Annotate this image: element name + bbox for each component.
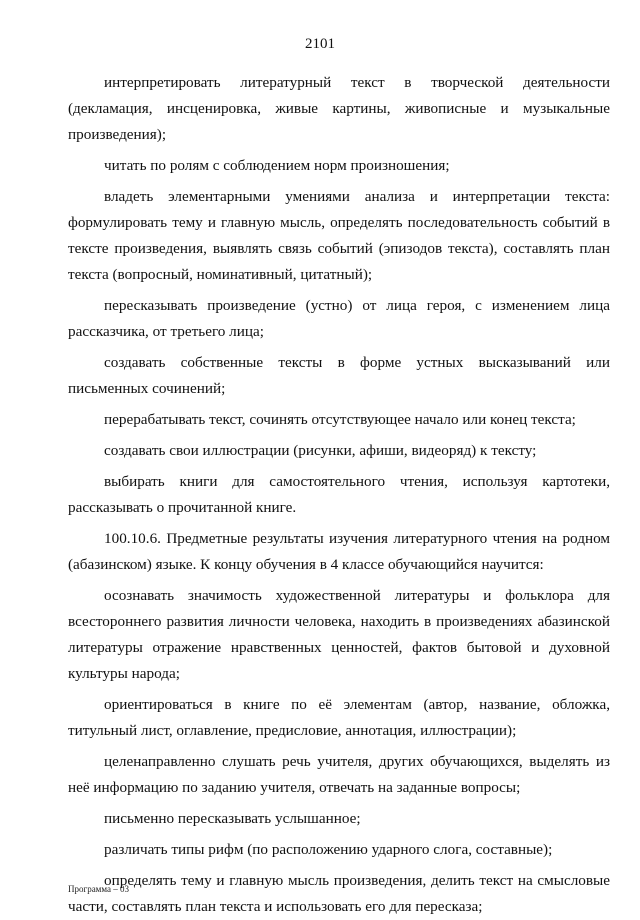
paragraph: различать типы рифм (по расположению ударного слога, составные); [104,841,553,858]
paragraph: создавать собственные тексты в форме устных высказываний или письменных сочинений; [68,354,610,397]
paragraph: создавать свои иллюстрации (рисунки, афиши, видеоряд) к тексту; [104,442,537,459]
paragraph: выбирать книги для самостоятельного чтения, используя картотеки, рассказывать о прочитанной книге. [68,473,610,516]
paragraph: читать по ролям с соблюдением норм произношения; [104,157,450,174]
page-footer: Программа – 03 [68,884,130,894]
paragraph: письменно пересказывать услышанное; [104,810,361,827]
paragraph: ориентироваться в книге по её элементам (автор, название, обложка, титульный лист, оглавление, предисловие, аннотация, иллюстрации); [68,696,610,739]
paragraph: интерпретировать литературный текст в творческой деятельности (декламация, инсценировка, живые картины, живописные и музыкальные произведения); [68,74,610,143]
paragraph: определять тему и главную мысль произведения, делить текст на смысловые части, составлять план текста и использовать его для пересказа; [68,872,610,915]
paragraph: пересказывать произведение (устно) от лица героя, с изменением лица рассказчика, от третьего лица; [68,297,610,340]
page-number: 2101 [305,36,335,52]
paragraph: перерабатывать текст, сочинять отсутствующее начало или конец текста; [104,411,576,428]
paragraph: владеть элементарными умениями анализа и интерпретации текста: формулировать тему и главную мысль, определять последовательность событий в тексте произведения, выявлять связь событий (эпизодов текста), составлять план текста (вопросный, номинативный, цитатный); [68,188,610,283]
section-paragraph: 100.10.6. Предметные результаты изучения литературного чтения на родном (абазинском) языке. К концу обучения в 4 классе обучающийся научится: [68,530,610,573]
document-body [68,70,610,920]
paragraph: осознавать значимость художественной литературы и фольклора для всестороннего развития личности человека, находить в произведениях абазинской литературы отражение нравственных ценностей, фактов бытовой и духовной культуры народа; [68,587,610,682]
paragraph: целенаправленно слушать речь учителя, других обучающихся, выделять из неё информацию по заданию учителя, отвечать на заданные вопросы; [68,753,610,796]
